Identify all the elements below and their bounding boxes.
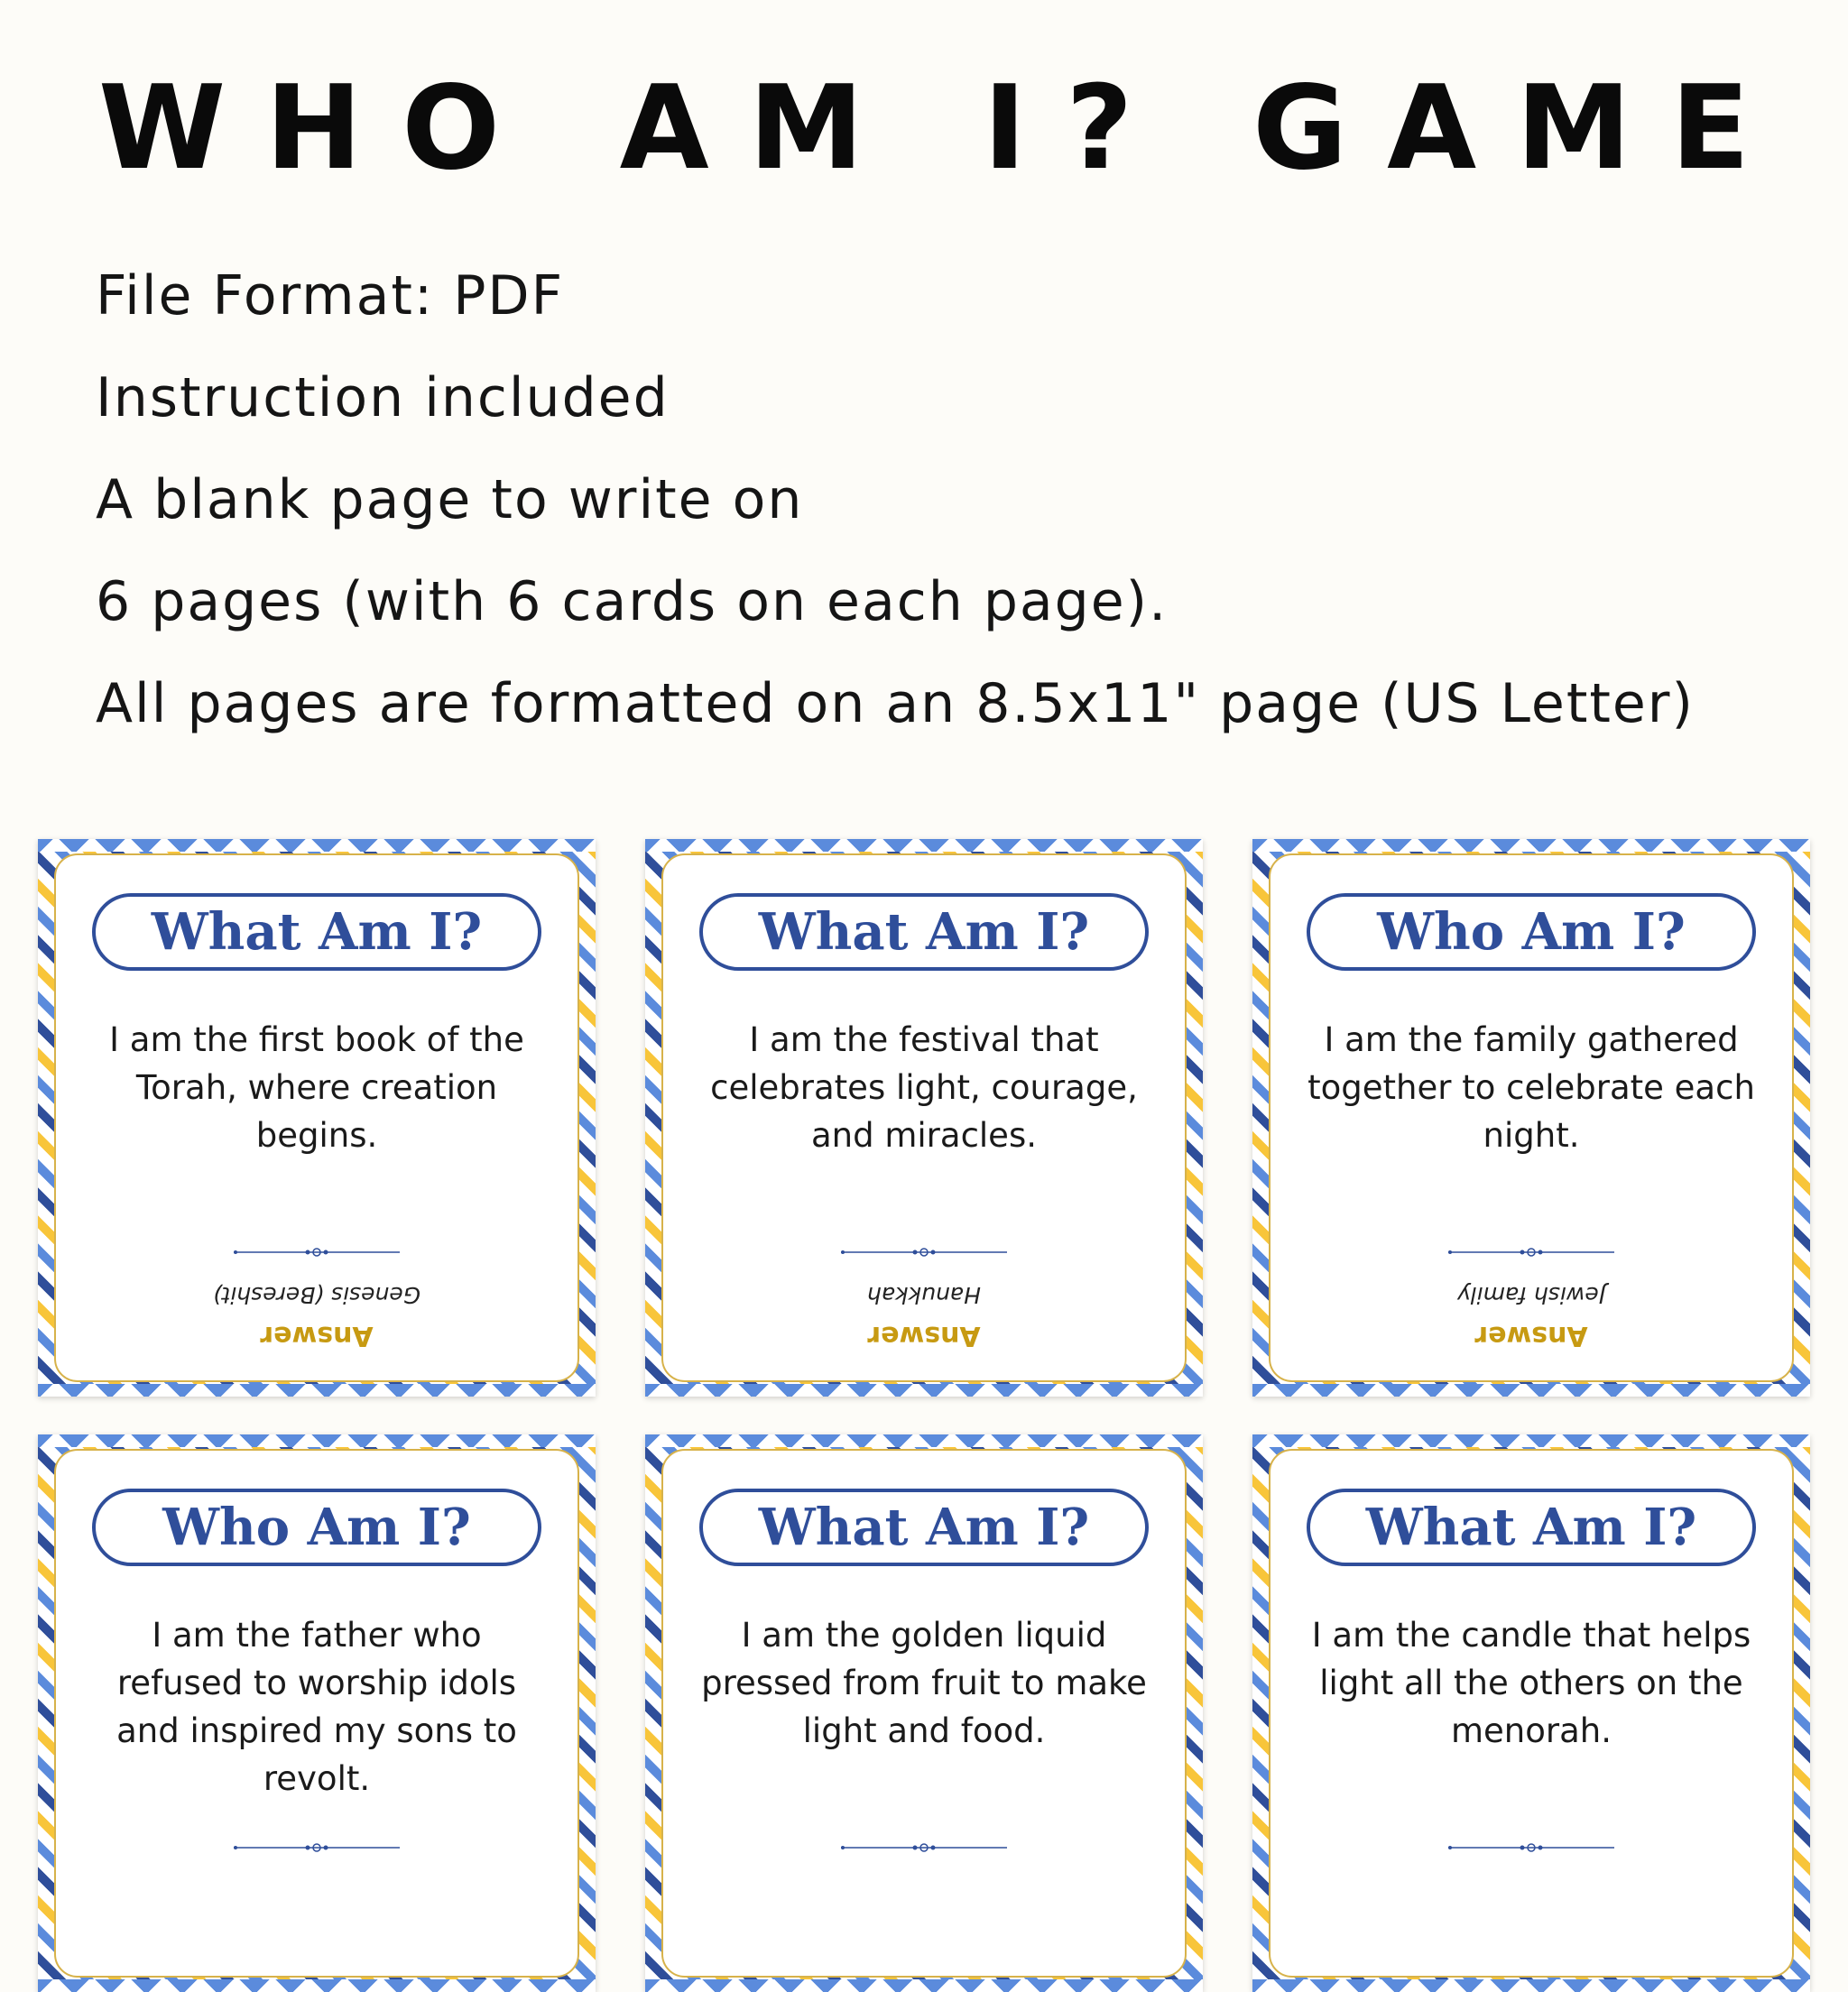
ornament-divider-icon (1448, 1842, 1614, 1853)
card-6 (1252, 1434, 1810, 1992)
card-1 (38, 839, 596, 1397)
answer-label: Answer (867, 1320, 981, 1351)
card-heading-pill (92, 1489, 541, 1566)
answer-text: Jewish family (1456, 1282, 1606, 1308)
answer-area (56, 1279, 578, 1351)
ornament-divider-icon (234, 1247, 400, 1258)
feature-pages: 6 pages (with 6 cards on each page). (96, 570, 1169, 633)
answer-text: Hanukkah (867, 1282, 981, 1308)
card-clue: I am the father who refused to worship idols and inspired my sons to revolt. (116, 1616, 517, 1798)
answer-text: Genesis (Bereshit) (212, 1282, 421, 1308)
ornament-divider-icon (841, 1247, 1007, 1258)
card-heading-pill (1307, 1489, 1756, 1566)
card-heading: What Am I? (758, 1498, 1090, 1557)
card-heading: Who Am I? (162, 1498, 471, 1557)
page-title: WHO AM I? GAME (97, 61, 1790, 196)
card-heading-pill (699, 1489, 1149, 1566)
card-body (661, 853, 1187, 1382)
card-heading-pill (92, 893, 541, 971)
card-clue: I am the golden liquid pressed from fruit to make light and food. (701, 1616, 1147, 1750)
answer-label: Answer (260, 1320, 374, 1351)
answer-label: Answer (1474, 1320, 1588, 1351)
card-4 (38, 1434, 596, 1992)
card-heading-pill (1307, 893, 1756, 971)
card-clue: I am the first book of the Torah, where creation begins. (109, 1020, 524, 1155)
card-2 (645, 839, 1203, 1397)
card-body (54, 853, 579, 1382)
card-body (1269, 853, 1794, 1382)
ornament-divider-icon (841, 1842, 1007, 1853)
card-body (661, 1449, 1187, 1978)
card-heading: What Am I? (1365, 1498, 1697, 1557)
card-3 (1252, 839, 1810, 1397)
card-clue: I am the family gathered together to celebrate each night. (1307, 1020, 1755, 1155)
feature-file-format: File Format: PDF (96, 264, 565, 327)
card-heading: What Am I? (758, 902, 1090, 962)
card-5 (645, 1434, 1203, 1992)
card-heading: What Am I? (151, 902, 483, 962)
feature-page-format: All pages are formatted on an 8.5x11" page (US Letter) (96, 672, 1695, 735)
answer-area (663, 1279, 1185, 1351)
card-body (1269, 1449, 1794, 1978)
ornament-divider-icon (234, 1842, 400, 1853)
card-heading: Who Am I? (1377, 902, 1686, 962)
feature-instruction: Instruction included (96, 366, 670, 429)
feature-list (96, 245, 1695, 755)
card-body (54, 1449, 579, 1978)
answer-area (1270, 1279, 1792, 1351)
feature-blank-page: A blank page to write on (96, 468, 804, 531)
ornament-divider-icon (1448, 1247, 1614, 1258)
card-clue: I am the festival that celebrates light, courage, and miracles. (710, 1020, 1138, 1155)
card-heading-pill (699, 893, 1149, 971)
card-clue: I am the candle that helps light all the others on the menorah. (1311, 1616, 1751, 1750)
